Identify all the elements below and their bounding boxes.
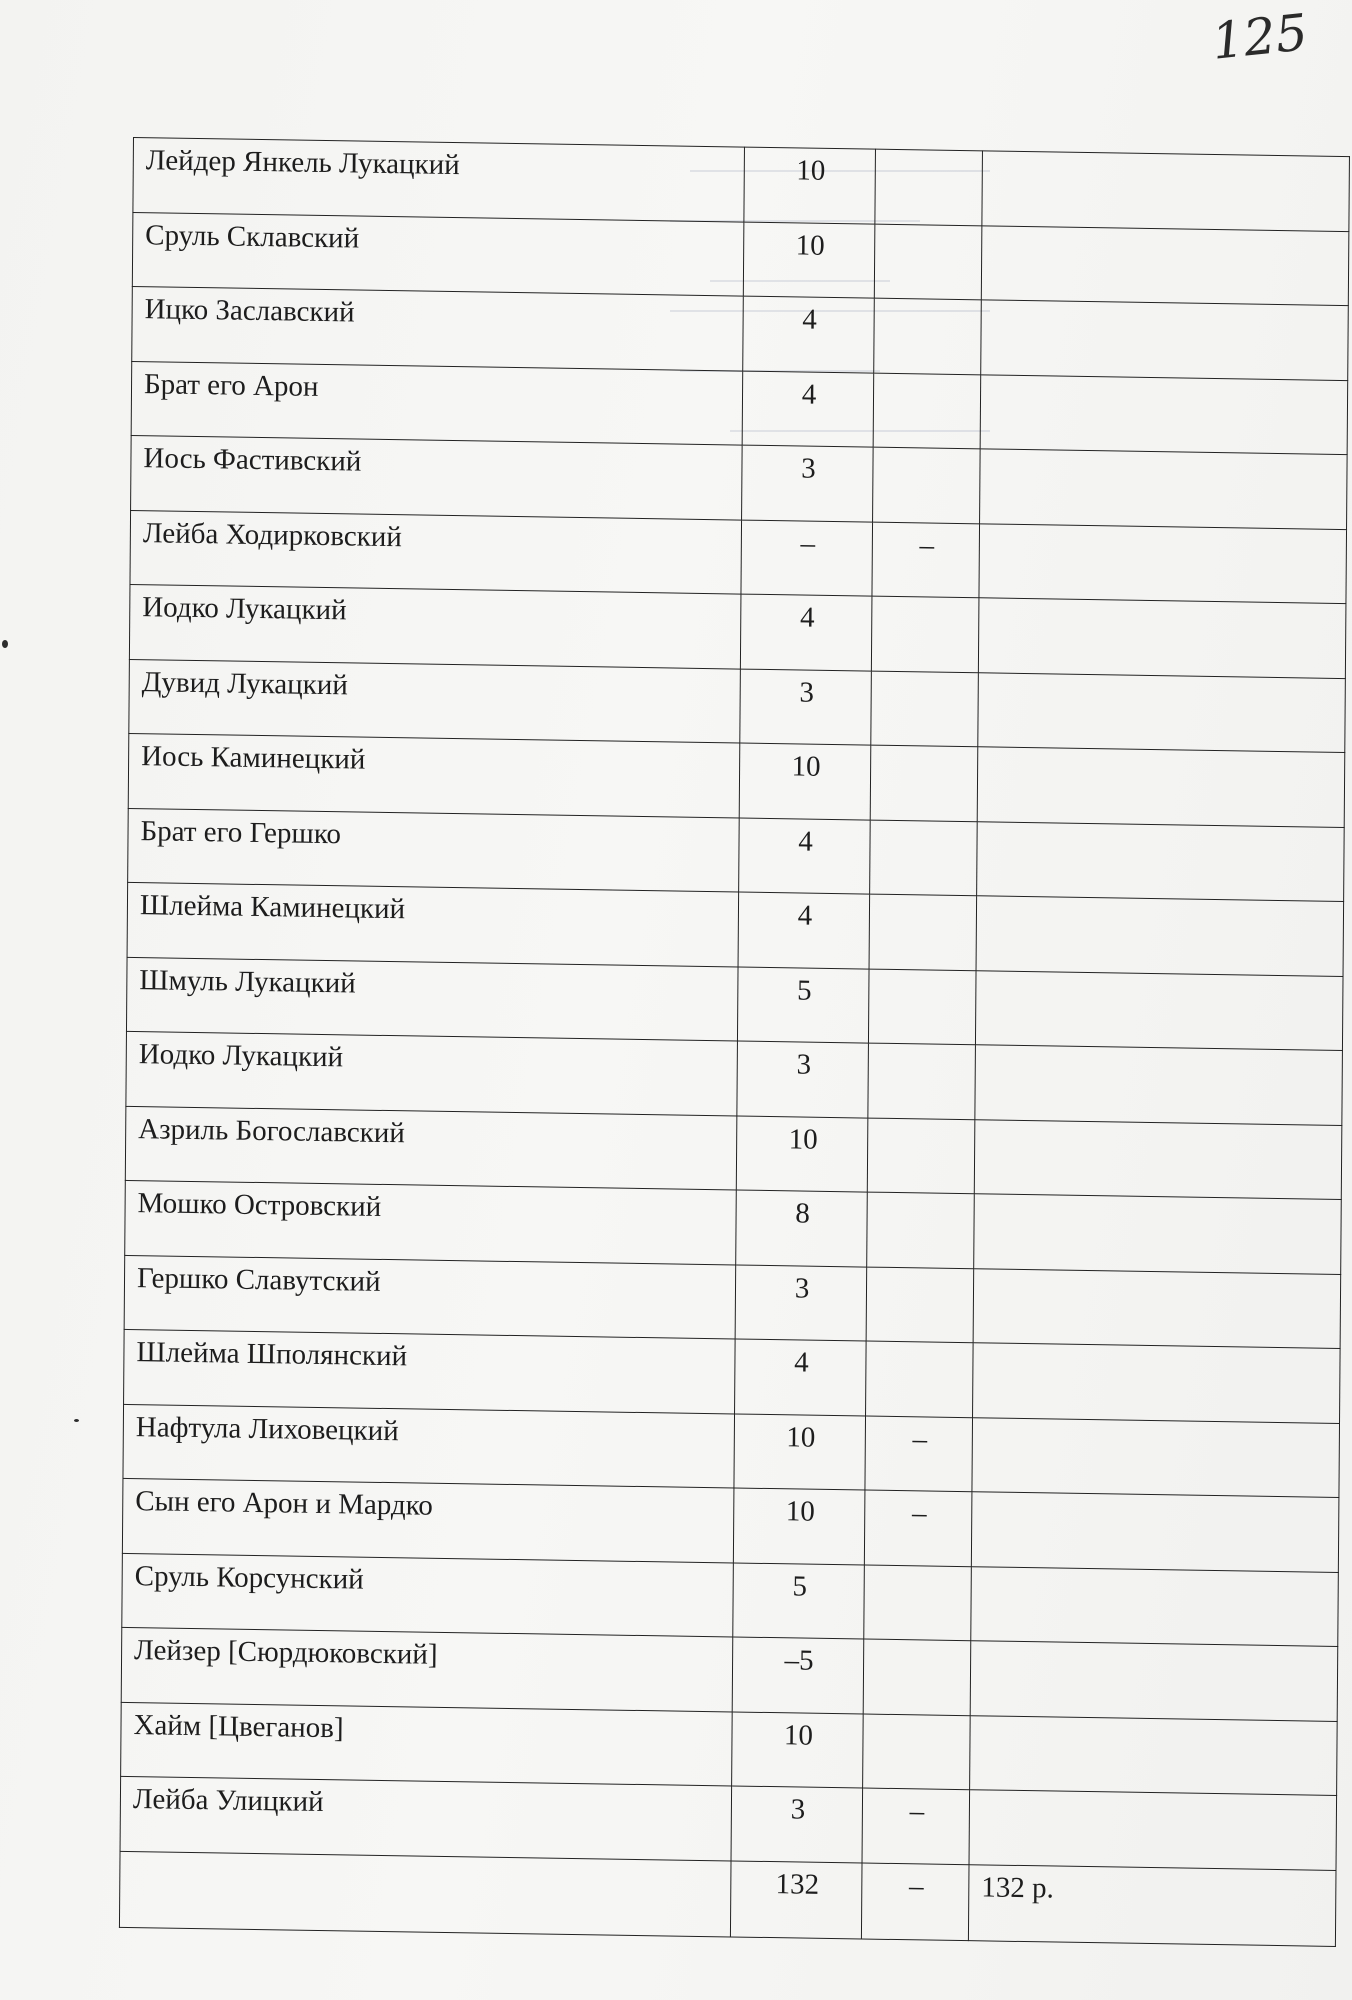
name-cell: Нафтула Лиховецкий [123,1404,735,1488]
name-cell: Шмуль Лукацкий [126,957,738,1041]
amount-cell: 10 [743,222,875,299]
name-cell: Гершко Славутский [124,1255,736,1339]
amount-cell: 5 [733,1562,865,1639]
name-cell: Дувид Лукацкий [129,659,741,743]
name-cell: Иось Каминецкий [128,733,740,817]
amount-cell: – [741,520,873,597]
paper-speck [74,1419,79,1422]
mark-cell [875,149,983,225]
mark-cell [869,894,977,970]
amount-cell: 10 [732,1711,864,1788]
amount-cell: 3 [735,1265,867,1342]
amount-cell: 5 [737,967,869,1044]
total-mark-cell: – [861,1863,969,1941]
name-cell: Шлейма Каминецкий [127,882,739,966]
note-cell [981,225,1349,305]
mark-cell [873,447,981,523]
mark-cell: – [865,1416,973,1492]
page-number: 125 [1209,3,1311,71]
mark-cell [866,1341,974,1417]
note-cell [969,1790,1337,1870]
note-cell [977,821,1345,901]
name-cell: Сруль Корсунский [122,1553,734,1637]
name-cell: Брат его Гершко [128,808,740,892]
amount-cell: 4 [743,296,875,373]
note-cell [972,1417,1340,1497]
amount-cell: 4 [740,594,872,671]
name-cell: Хайм [Цвеганов] [121,1702,733,1786]
note-cell [970,1715,1338,1795]
total-name-cell [119,1851,731,1937]
mark-cell: – [864,1490,972,1566]
name-cell: Шлейма Шполянский [124,1329,736,1413]
ledger-body [119,138,1349,1946]
note-cell [974,1119,1342,1199]
note-cell [976,896,1344,976]
amount-cell: 10 [734,1413,866,1490]
name-cell: Мошко Островский [125,1180,737,1264]
mark-cell [868,969,976,1045]
note-cell [975,970,1343,1050]
note-cell [970,1641,1338,1721]
paper-speck [2,640,8,648]
amount-cell: 4 [742,371,874,448]
amount-cell: 3 [737,1041,869,1118]
mark-cell [867,1118,975,1194]
amount-cell: 4 [735,1339,867,1416]
note-cell [979,523,1347,603]
mark-cell [871,596,979,672]
mark-cell [864,1565,972,1641]
amount-cell: 3 [740,669,872,746]
note-cell [971,1566,1339,1646]
note-cell [980,449,1348,529]
note-cell [978,672,1346,752]
mark-cell [867,1192,975,1268]
mark-cell [870,745,978,821]
mark-cell [868,1043,976,1119]
total-note-cell: 132 р. [968,1864,1336,1946]
name-cell: Ицко Заславский [132,286,744,370]
note-cell [973,1343,1341,1423]
amount-cell: 4 [739,818,871,895]
note-cell [971,1492,1339,1572]
name-cell: Иось Фастивский [131,435,743,519]
ledger-table-wrap [119,137,1293,1946]
amount-cell: 4 [738,892,870,969]
mark-cell [873,373,981,449]
name-cell: Брат его Арон [131,361,743,445]
name-cell: Лейдер Янкель Лукацкий [133,138,745,222]
total-amount-cell: 132 [730,1860,862,1938]
ledger-table [119,137,1350,1946]
mark-cell [874,224,982,300]
mark-cell: – [862,1788,970,1864]
name-cell: Лейба Улицкий [120,1776,732,1860]
name-cell: Иодко Лукацкий [129,584,741,668]
name-cell: Сын его Арон и Мардко [122,1478,734,1562]
amount-cell: 3 [742,445,874,522]
amount-cell: –5 [732,1637,864,1714]
name-cell: Лейзер [Сюрдюковский] [121,1627,733,1711]
mark-cell [871,671,979,747]
note-cell [975,1045,1343,1125]
mark-cell [863,1714,971,1790]
amount-cell: 10 [739,743,871,820]
note-cell [981,300,1349,380]
mark-cell [870,820,978,896]
name-cell: Сруль Склавский [132,212,744,296]
name-cell: Лейба Ходирковский [130,510,742,594]
amount-cell: 3 [731,1786,863,1863]
mark-cell [874,298,982,374]
amount-cell: 10 [744,147,876,224]
name-cell: Азриль Богославский [125,1106,737,1190]
amount-cell: 8 [736,1190,868,1267]
amount-cell: 10 [733,1488,865,1565]
mark-cell [866,1267,974,1343]
name-cell: Иодко Лукацкий [126,1031,738,1115]
note-cell [982,151,1350,231]
mark-cell: – [872,522,980,598]
amount-cell: 10 [736,1116,868,1193]
note-cell [980,374,1348,454]
mark-cell [863,1639,971,1715]
note-cell [974,1194,1342,1274]
note-cell [977,747,1345,827]
note-cell [973,1268,1341,1348]
note-cell [978,598,1346,678]
